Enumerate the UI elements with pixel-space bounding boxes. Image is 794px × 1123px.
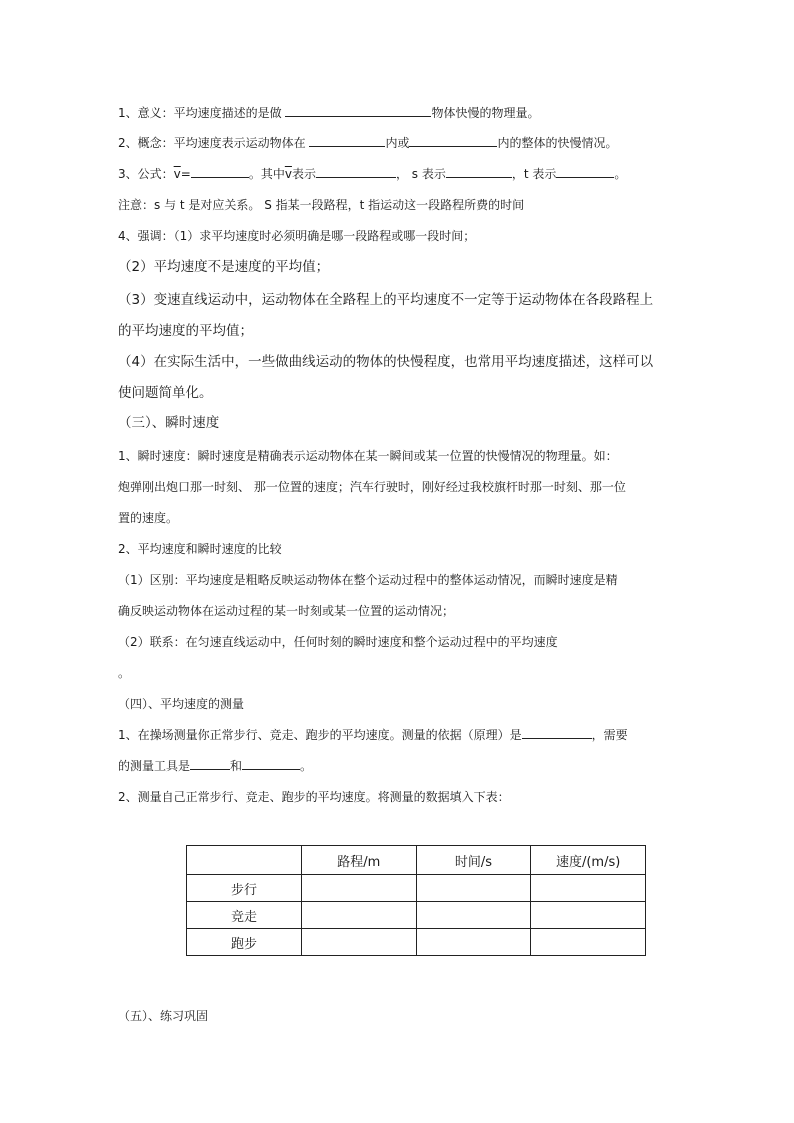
section-heading-instant-speed: （三）、瞬时速度 [118,415,220,431]
table-header-time: 时间/s [416,846,531,875]
table-header-row [187,846,646,875]
v-bar-symbol: $\overline{v}$ [173,167,181,181]
relation-line-1: （2）联系：在匀速直线运动中，任何时刻的瞬时速度和整个运动过程中的平均速度 [118,635,558,649]
answer-blank[interactable] [522,726,592,739]
item-formula [118,165,678,183]
item-meaning-text-end: 物体快慢的物理量。 [431,106,540,120]
row-label-race-walking: 竞走 [187,902,302,929]
difference-line-1: （1）区别：平均速度是粗略反映运动物体在整个运动过程中的整体运动情况，而瞬时速度是精 [118,573,618,587]
measurement-text-end: ，需要 [591,728,628,742]
note-line: 注意：s 与 t 是对应关系。 S 指某一段路程，t 指运动这一段路程所费的时间 [118,198,525,212]
difference-line-2: 确反映运动物体在运动过程的某一时刻或某一位置的运动情况； [118,604,455,618]
emphasis-point-3a: （3）变速直线运动中，运动物体在全路程上的平均速度不一定等于运动物体在各段路程上 [118,292,654,308]
item-emphasis: 4、强调：（1）求平均速度时必须明确是哪一段路程或哪一段时间； [118,229,476,243]
measurement-item-1b [118,757,678,775]
formula-text: ， s 表示 [395,167,446,181]
emphasis-point-4a: （4）在实际生活中，一些做曲线运动的物体的快慢程度，也常用平均速度描述，这样可以 [118,354,654,370]
item-concept-text-end: 内的整体的快慢情况。 [497,136,618,150]
table-row [187,875,646,902]
comparison-heading: 2、平均速度和瞬时速度的比较 [118,542,282,556]
formula-text: 表示 [291,167,316,181]
table-cell[interactable] [416,875,531,902]
table-cell[interactable] [302,875,417,902]
item-concept-text: 2、概念：平均速度表示运动物体在 [118,136,310,150]
table-cell[interactable] [531,902,646,929]
emphasis-point-3b: 的平均速度的平均值； [118,323,253,339]
section-heading-measurement: （四）、平均速度的测量 [118,697,245,711]
instant-speed-def-1: 1、瞬时速度：瞬时速度是精确表示运动物体在某一瞬间或某一位置的快慢情况的物理量。如： [118,449,618,463]
item-concept-mid: 内或 [385,136,410,150]
measurement-text: 1、在操场测量你正常步行、竞走、跑步的平均速度。测量的依据（原理）是 [118,728,522,742]
table-cell[interactable] [302,902,417,929]
table-cell[interactable] [531,875,646,902]
emphasis-point-4b: 使问题简单化。 [118,385,213,401]
measurement-item-2: 2、测量自己正常步行、竞走、跑步的平均速度。将测量的数据填入下表： [118,790,510,804]
formula-text: 。其中 [248,167,285,181]
item-meaning-text: 1、意义：平均速度描述的是做 [118,106,286,120]
v-bar-symbol: $\overline{v}$ [284,167,292,181]
emphasis-point-2: （2）平均速度不是速度的平均值； [118,259,330,275]
relation-line-2: 。 [118,666,131,680]
table-row [187,929,646,956]
answer-blank[interactable] [446,165,512,178]
measurement-text-end: 。 [300,759,313,773]
answer-blank[interactable] [309,134,385,147]
table-cell[interactable] [302,929,417,956]
item-meaning [118,104,678,122]
answer-blank[interactable] [556,165,614,178]
answer-blank[interactable] [191,165,249,178]
answer-blank[interactable] [285,104,431,117]
measurement-text: 和 [230,759,243,773]
instant-speed-def-3: 置的速度。 [118,511,179,525]
measurement-table [186,845,646,956]
table-header-corner [187,846,302,875]
table-header-distance: 路程/m [302,846,417,875]
formula-equals: = [180,167,191,181]
table-cell[interactable] [531,929,646,956]
instant-speed-def-2: 炮弹刚出炮口那一时刻、 那一位置的速度；汽车行驶时，刚好经过我校旗杆时那一时刻、那一位 [118,480,626,494]
table-cell[interactable] [416,902,531,929]
answer-blank[interactable] [409,134,497,147]
row-label-walking: 步行 [187,875,302,902]
answer-blank[interactable] [190,757,230,770]
table-header-speed: 速度/(m/s) [531,846,646,875]
answer-blank[interactable] [242,757,300,770]
section-heading-practice: （五）、练习巩固 [118,1009,209,1023]
measurement-item-1a [118,726,678,744]
formula-text: ，t 表示 [511,167,557,181]
row-label-running: 跑步 [187,929,302,956]
formula-label: 3、公式： [118,167,174,181]
formula-text-end: 。 [614,167,627,181]
measurement-text: 的测量工具是 [118,759,191,773]
answer-blank[interactable] [316,165,396,178]
item-concept [118,134,678,152]
table-cell[interactable] [416,929,531,956]
table-row [187,902,646,929]
